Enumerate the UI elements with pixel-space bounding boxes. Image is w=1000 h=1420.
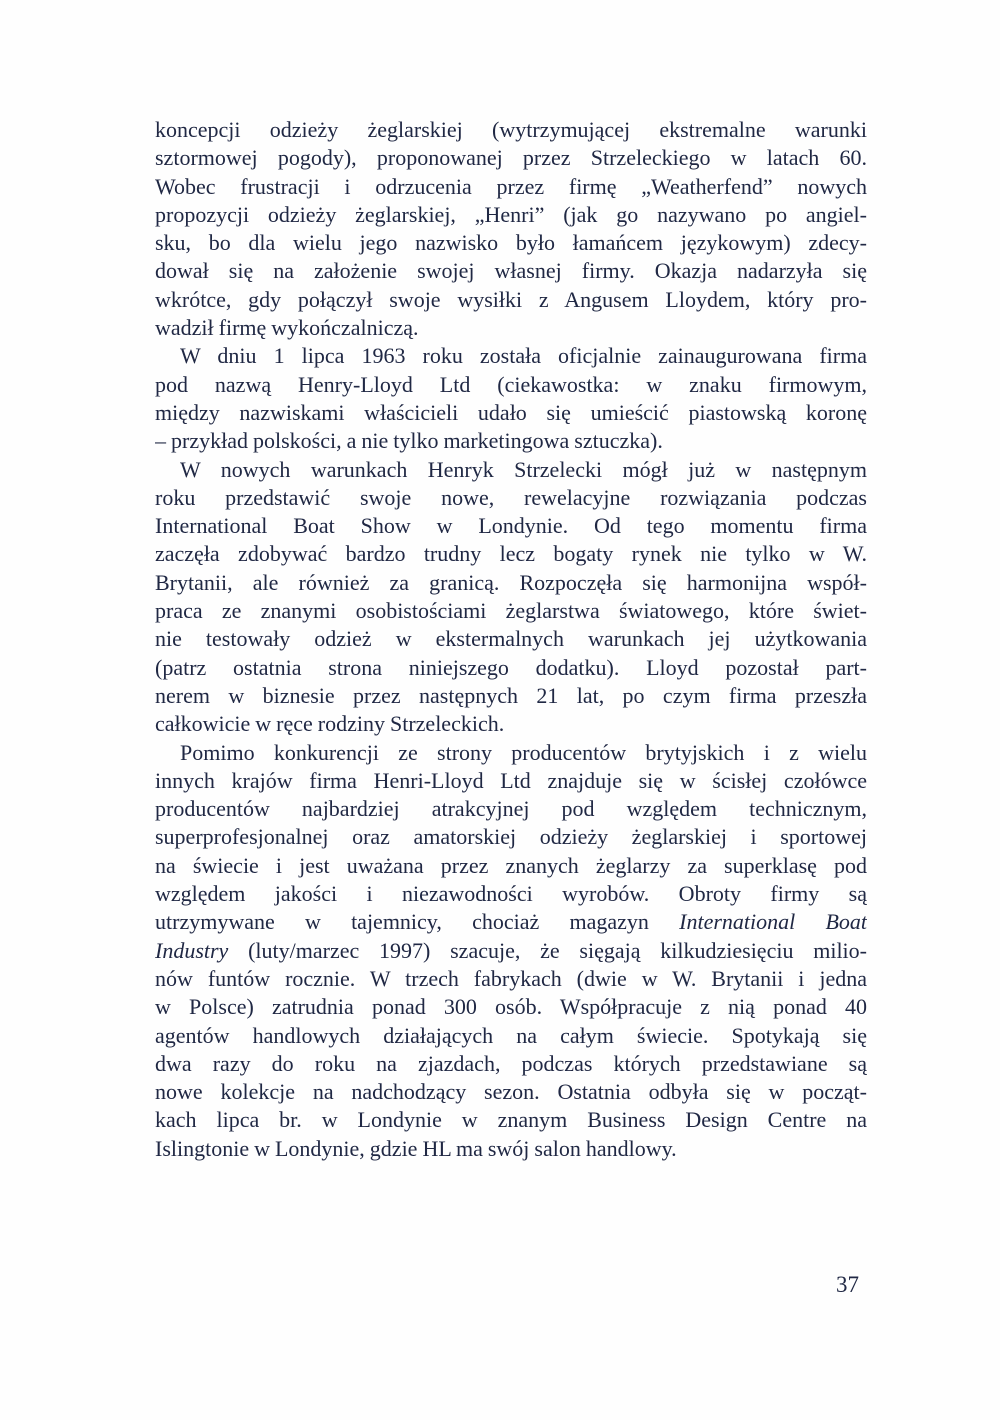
text-line: w Polsce) zatrudnia ponad 300 osób. Współpracuje z nią ponad 40	[155, 994, 867, 1020]
text-line: na świecie i jest uważana przez znanych żeglarzy za superklasę pod	[155, 852, 867, 878]
paragraph	[155, 456, 867, 739]
text-line: innych krajów firma Henri-Lloyd Ltd znajduje się w ścisłej czołówce	[155, 767, 867, 793]
page-text	[155, 116, 867, 1163]
text-line: Brytanii, ale również za granicą. Rozpoczęła się harmonijna współ-	[155, 569, 867, 595]
text-line: zaczęła zdobywać bardzo trudny lecz bogaty rynek nie tylko w W.	[155, 541, 867, 567]
text-line: koncepcji odzieży żeglarskiej (wytrzymującej ekstremalne warunki	[155, 117, 867, 142]
text-line: nerem w biznesie przez następnych 21 lat, po czym firma przeszła	[155, 682, 867, 708]
text-line: pod nazwą Henry-Lloyd Ltd (ciekawostka: w znaku firmowym,	[155, 371, 867, 397]
text-line	[155, 937, 867, 965]
text-line: producentów najbardziej atrakcyjnej pod względem technicznym,	[155, 796, 867, 822]
text-line: dwa razy do roku na zjazdach, podczas których przedstawiane są	[155, 1050, 867, 1076]
italic-text-run: International Boat	[679, 909, 867, 935]
text-run: (luty/marzec 1997) szacuje, że sięgają kilkudziesięciu milio-	[228, 937, 867, 963]
paragraph	[155, 739, 867, 1163]
paragraph	[155, 116, 867, 342]
text-run: utrzymywane w tajemnicy, chociaż magazyn	[155, 909, 680, 935]
text-line: agentów handlowych działających na całym świecie. Spotykają się	[155, 1022, 867, 1048]
paragraph	[155, 342, 867, 455]
text-line: International Boat Show w Londynie. Od tego momentu firma	[155, 513, 867, 539]
text-line: sku, bo dla wielu jego nazwisko było łamańcem językowym) zdecy-	[155, 230, 867, 256]
text-line: superprofesjonalnej oraz amatorskiej odzieży żeglarskiej i sportowej	[155, 824, 867, 850]
text-line: Wobec frustracji i odrzucenia przez firmę „Weatherfend” nowych	[155, 173, 867, 199]
text-line: praca ze znanymi osobistościami żeglarstwa światowego, które świet-	[155, 598, 867, 624]
text-line: (patrz ostatnia strona niniejszego dodatku). Lloyd pozostał part-	[155, 654, 867, 680]
text-line	[155, 908, 867, 936]
text-line: nów funtów rocznie. W trzech fabrykach (dwie w W. Brytanii i jedna	[155, 965, 867, 991]
text-line: między nazwiskami właścicieli udało się umieścić piastowską koronę	[155, 399, 867, 425]
text-line: wadził firmę wykończalniczą.	[155, 315, 419, 341]
text-line: nie testowały odzież w ekstermalnych warunkach jej użytkowania	[155, 626, 867, 652]
text-line: Pomimo konkurencji ze strony producentów brytyjskich i z wielu	[180, 739, 867, 765]
text-line: nowe kolekcje na nadchodzący sezon. Ostatnia odbyła się w począt-	[155, 1079, 867, 1105]
text-line: względem jakości i niezawodności wyrobów. Obroty firmy są	[155, 881, 867, 907]
text-line: – przykład polskości, a nie tylko marketingowa sztuczka).	[155, 428, 663, 454]
text-line: dował się na założenie swojej własnej firmy. Okazja nadarzyła się	[155, 258, 867, 284]
italic-text-run: Industry	[155, 937, 229, 963]
text-line: wkrótce, gdy połączył swoje wysiłki z Angusem Lloydem, który pro-	[155, 286, 867, 312]
text-line: kach lipca br. w Londynie w znanym Business Design Centre na	[155, 1107, 867, 1133]
text-line: Islingtonie w Londynie, gdzie HL ma swój salon handlowy.	[155, 1135, 677, 1161]
page-number: 37	[836, 1272, 859, 1297]
text-line: roku przedstawić swoje nowe, rewelacyjne rozwiązania podczas	[155, 484, 867, 510]
text-line: propozycji odzieży żeglarskiej, „Henri” (jak go nazywano po angiel-	[155, 201, 867, 227]
text-line: W dniu 1 lipca 1963 roku została oficjalnie zainaugurowana firma	[180, 343, 867, 369]
text-line: sztormowej pogody), proponowanej przez Strzeleckiego w latach 60.	[155, 145, 867, 171]
text-line: całkowicie w ręce rodziny Strzeleckich.	[155, 711, 505, 737]
text-line: W nowych warunkach Henryk Strzelecki mógł już w następnym	[180, 456, 867, 482]
